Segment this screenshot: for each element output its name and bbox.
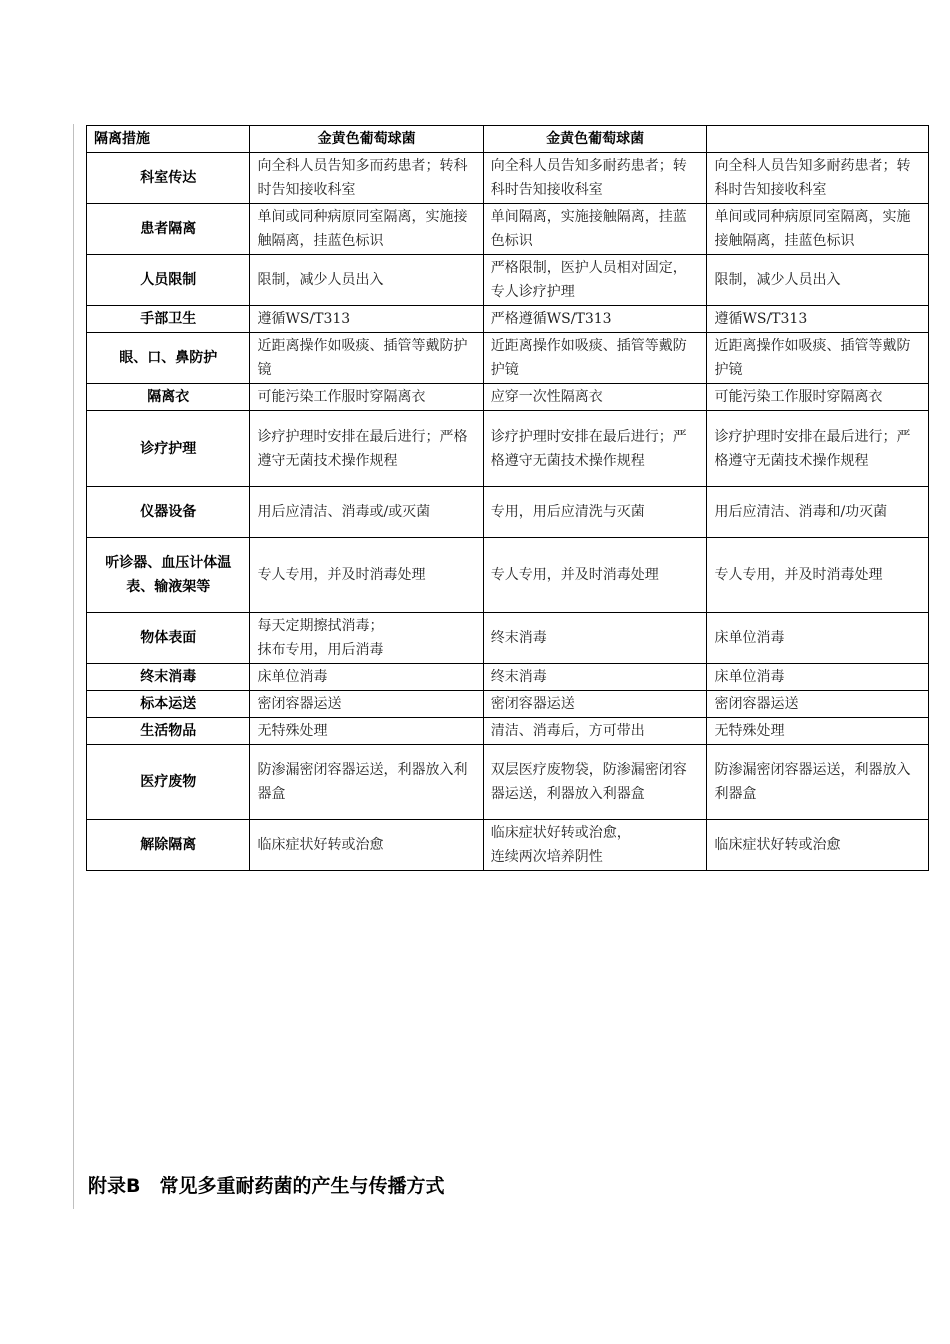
row-cell-col3: 单间或同种病原同室隔离，实施接触隔离，挂蓝色标识 <box>707 204 929 255</box>
row-cell-col1: 遵循WS/T313 <box>250 306 483 333</box>
row-cell-col3: 床单位消毒 <box>707 613 929 664</box>
row-cell-col3: 近距离操作如吸痰、插管等戴防护镜 <box>707 333 929 384</box>
isolation-measures-table <box>86 125 929 871</box>
page-margin-line <box>73 124 74 1209</box>
row-measure-label: 人员限制 <box>87 255 250 306</box>
table-row <box>87 411 929 487</box>
row-measure-label: 诊疗护理 <box>87 411 250 487</box>
table-row <box>87 820 929 871</box>
row-cell-col1: 临床症状好转或治愈 <box>250 820 483 871</box>
table-row <box>87 538 929 613</box>
row-cell-col2: 清洁、消毒后，方可带出 <box>483 718 707 745</box>
row-cell-col1: 防渗漏密闭容器运送，利器放入利器盒 <box>250 745 483 820</box>
row-measure-label: 标本运送 <box>87 691 250 718</box>
table-row <box>87 487 929 538</box>
appendix-heading: 附录B 常见多重耐药菌的产生与传播方式 <box>88 1175 445 1197</box>
row-cell-col3: 专人专用，并及时消毒处理 <box>707 538 929 613</box>
row-cell-col1: 专人专用，并及时消毒处理 <box>250 538 483 613</box>
header-pathogen-3 <box>707 126 929 153</box>
row-cell-col2: 应穿一次性隔离衣 <box>483 384 707 411</box>
table-row <box>87 204 929 255</box>
table-row <box>87 255 929 306</box>
table-row <box>87 691 929 718</box>
row-cell-col2: 密闭容器运送 <box>483 691 707 718</box>
table-row <box>87 718 929 745</box>
row-cell-col2: 双层医疗废物袋，防渗漏密闭容器运送，利器放入利器盒 <box>483 745 707 820</box>
row-measure-label: 物体表面 <box>87 613 250 664</box>
row-measure-label: 科室传达 <box>87 153 250 204</box>
table-body <box>87 153 929 871</box>
table-row <box>87 664 929 691</box>
row-measure-label: 患者隔离 <box>87 204 250 255</box>
row-cell-col1: 密闭容器运送 <box>250 691 483 718</box>
header-pathogen-1: 金黄色葡萄球菌 <box>250 126 483 153</box>
row-cell-col1: 用后应清洁、消毒或/或灭菌 <box>250 487 483 538</box>
row-cell-col3: 诊疗护理时安排在最后进行；严格遵守无菌技术操作规程 <box>707 411 929 487</box>
table-row <box>87 613 929 664</box>
row-cell-col3: 向全科人员告知多耐药患者；转科时告知接收科室 <box>707 153 929 204</box>
row-cell-col1: 每天定期擦拭消毒； 抹布专用，用后消毒 <box>250 613 483 664</box>
row-cell-col2: 终末消毒 <box>483 664 707 691</box>
row-cell-col3: 床单位消毒 <box>707 664 929 691</box>
row-measure-label: 生活物品 <box>87 718 250 745</box>
row-cell-col2: 向全科人员告知多耐药患者；转科时告知接收科室 <box>483 153 707 204</box>
row-cell-col1: 向全科人员告知多而药患者；转科时告知接收科室 <box>250 153 483 204</box>
row-cell-col2: 专人专用，并及时消毒处理 <box>483 538 707 613</box>
row-cell-col1: 可能污染工作服时穿隔离衣 <box>250 384 483 411</box>
row-cell-col2: 严格限制，医护人员相对固定，专人诊疗护理 <box>483 255 707 306</box>
header-measure: 隔离措施 <box>87 126 250 153</box>
row-cell-col2: 专用，用后应清洗与灭菌 <box>483 487 707 538</box>
table-row <box>87 384 929 411</box>
row-cell-col2: 诊疗护理时安排在最后进行；严格遵守无菌技术操作规程 <box>483 411 707 487</box>
header-pathogen-2: 金黄色葡萄球菌 <box>483 126 707 153</box>
row-cell-col3: 遵循WS/T313 <box>707 306 929 333</box>
row-cell-col3: 可能污染工作服时穿隔离衣 <box>707 384 929 411</box>
row-cell-col1: 诊疗护理时安排在最后进行；严格遵守无菌技术操作规程 <box>250 411 483 487</box>
row-cell-col1: 近距离操作如吸痰、插管等戴防护镜 <box>250 333 483 384</box>
row-cell-col3: 用后应清洁、消毒和/功灭菌 <box>707 487 929 538</box>
row-cell-col3: 防渗漏密闭容器运送，利器放入利器盒 <box>707 745 929 820</box>
row-cell-col3: 限制，减少人员出入 <box>707 255 929 306</box>
row-cell-col1: 限制，减少人员出入 <box>250 255 483 306</box>
row-cell-col1: 单间或同种病原同室隔离，实施接触隔离，挂蓝色标识 <box>250 204 483 255</box>
row-cell-col2: 终末消毒 <box>483 613 707 664</box>
row-cell-col2: 临床症状好转或治愈， 连续两次培养阴性 <box>483 820 707 871</box>
row-cell-col3: 临床症状好转或治愈 <box>707 820 929 871</box>
row-measure-label: 手部卫生 <box>87 306 250 333</box>
table-row <box>87 745 929 820</box>
table-row <box>87 333 929 384</box>
table-row <box>87 153 929 204</box>
row-measure-label: 听诊器、血压计体温表、输液架等 <box>87 538 250 613</box>
row-cell-col2: 近距离操作如吸痰、插管等戴防护镜 <box>483 333 707 384</box>
row-cell-col1: 无特殊处理 <box>250 718 483 745</box>
row-measure-label: 仪器设备 <box>87 487 250 538</box>
row-measure-label: 隔离衣 <box>87 384 250 411</box>
row-cell-col3: 无特殊处理 <box>707 718 929 745</box>
row-cell-col3: 密闭容器运送 <box>707 691 929 718</box>
row-cell-col2: 单间隔离，实施接触隔离，挂蓝色标识 <box>483 204 707 255</box>
row-cell-col1: 床单位消毒 <box>250 664 483 691</box>
table-row <box>87 306 929 333</box>
row-cell-col2: 严格遵循WS/T313 <box>483 306 707 333</box>
row-measure-label: 解除隔离 <box>87 820 250 871</box>
row-measure-label: 医疗废物 <box>87 745 250 820</box>
table-header-row <box>87 126 929 153</box>
row-measure-label: 终末消毒 <box>87 664 250 691</box>
row-measure-label: 眼、口、鼻防护 <box>87 333 250 384</box>
